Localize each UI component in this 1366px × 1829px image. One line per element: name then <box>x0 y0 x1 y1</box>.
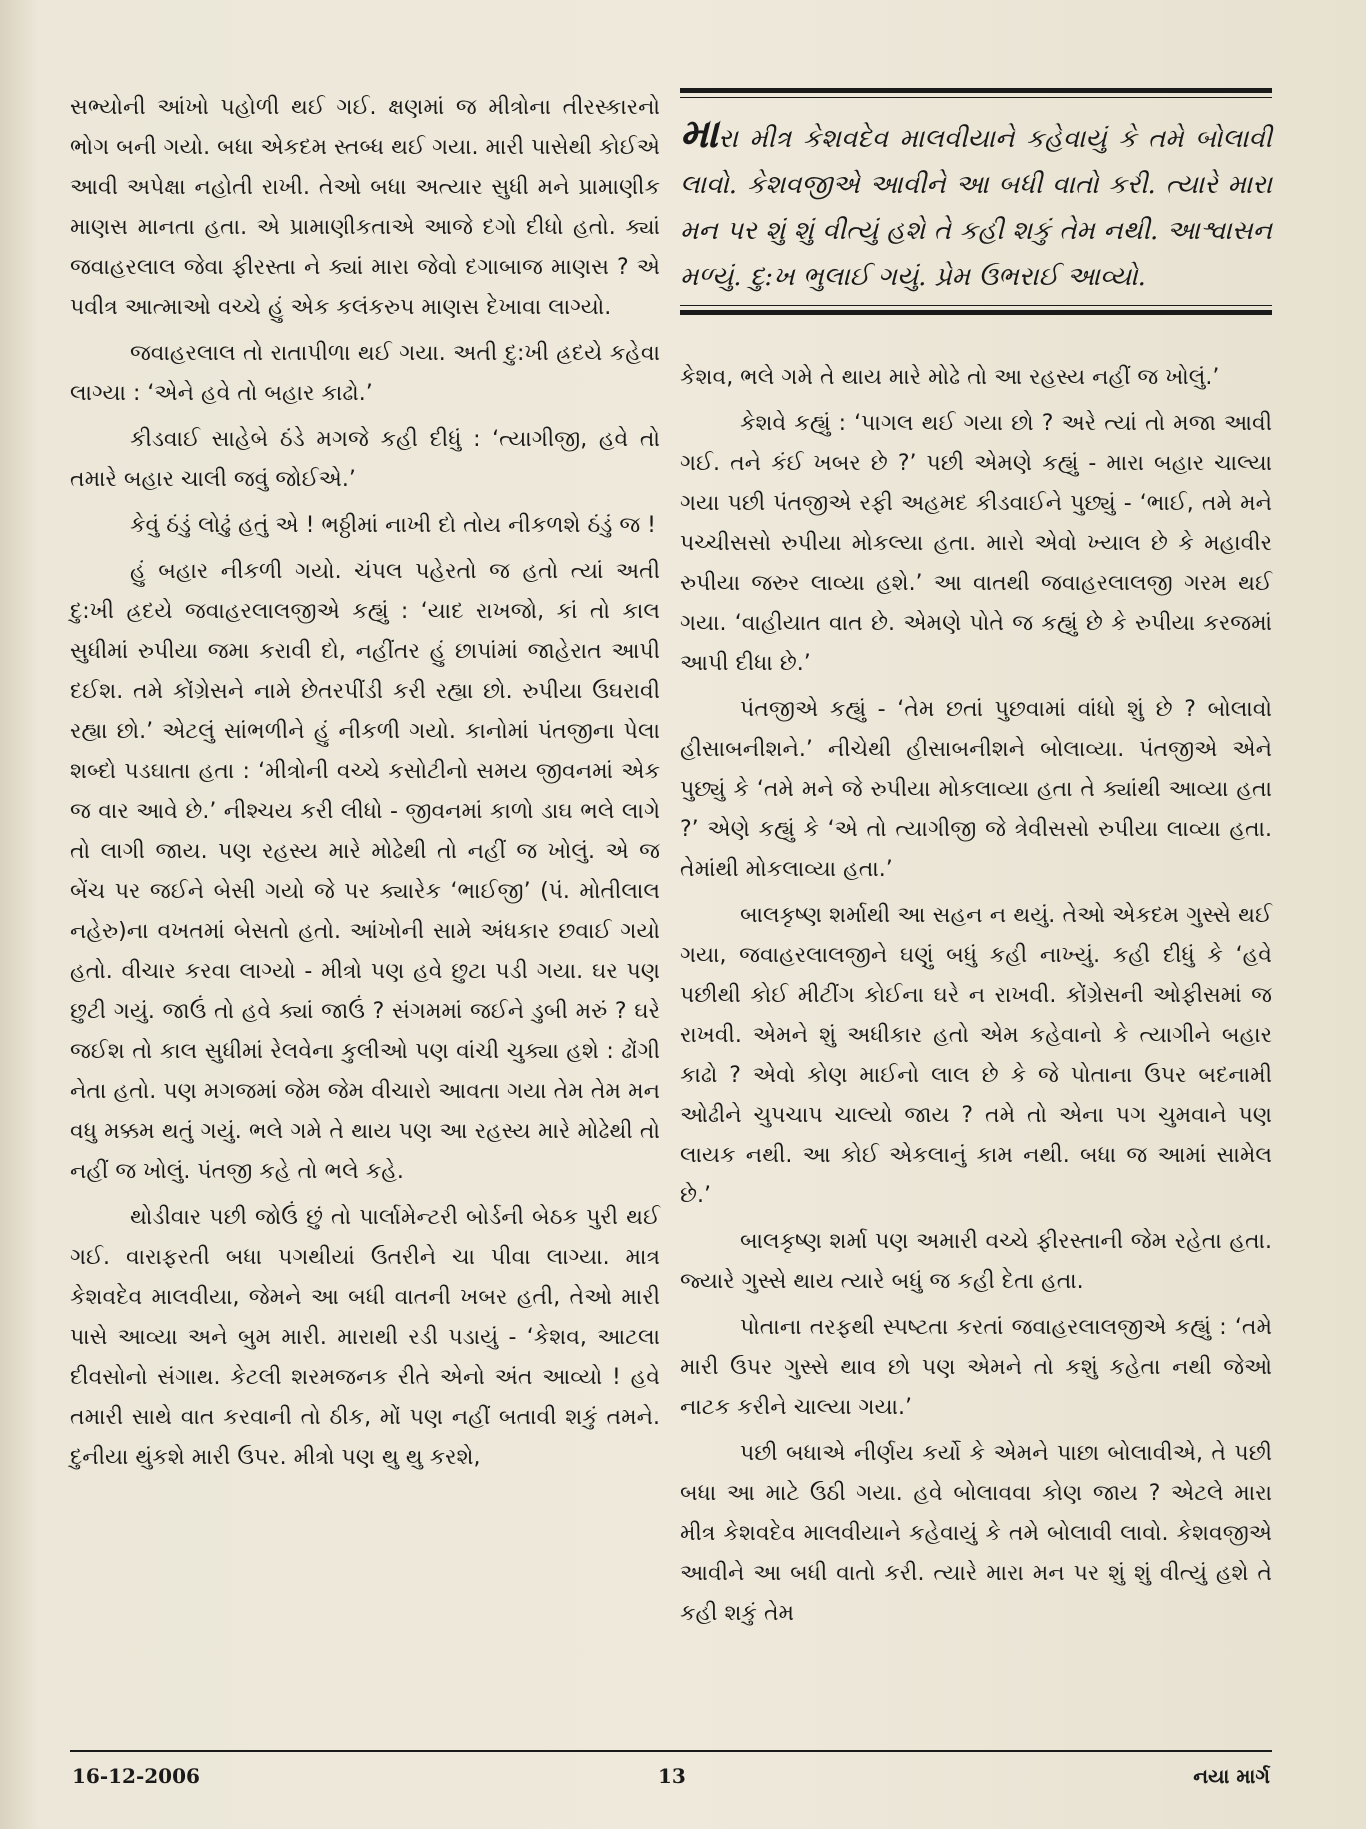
paragraph: કેશવ, ભલે ગમે તે થાય મારે મોઢે તો આ રહસ્ય નહીં જ ખોલું.’ <box>680 365 1220 390</box>
paragraph: કેશવે કહ્યું : ‘પાગલ થઈ ગયા છો ? અરે ત્યાં તો મજા આવી ગઈ. તને કંઈ ખબર છે ?’ પછી એમણે કહ્યું - મારા બહાર ચાલ્યા ગયા પછી પંતજીએ રફી અહમદ કીડવાઈને પુછ્યું - ‘ભાઈ, તમે મને પચ્ચીસસો રુપીયા મોકલ્યા હતા. મારો એવો ખ્યાલ છે કે મહાવીર રુપીયા જરુર લાવ્યા હશે.’ આ વાતથી જવાહરલાલજી ગરમ થઈ ગયા. ‘વાહીયાત વાત છે. એમણે પોતે જ કહ્યું છે કે રુપીયા કરજમાં આપી દીધા છે.’ <box>680 411 1272 676</box>
paragraph: પોતાના તરફથી સ્પષ્ટતા કરતાં જવાહરલાલજીએ કહ્યું : ‘તમે મારી ઉપર ગુસ્સે થાવ છો પણ એમને તો કશું કહેતા નથી જેઓ નાટક કરીને ચાલ્યા ગયા.’ <box>680 1315 1272 1420</box>
paragraph: હું બહાર નીકળી ગયો. ચંપલ પહેરતો જ હતો ત્યાં અતી દુ:ખી હ્રદયે જવાહરલાલજીએ કહ્યું : ‘યાદ રાખજો, કાં તો કાલ સુધીમાં રુપીયા જમા કરાવી દો, નહીંતર હું છાપાંમાં જાહેરાત આપી દઈશ. તમે કોંગ્રેસને નામે છેતરપીંડી કરી રહ્યા છો. રુપીયા ઉઘરાવી રહ્યા છો.’ એટલું સાંભળીને હું નીકળી ગયો. કાનોમાં પંતજીના પેલા શબ્દો પડઘાતા હતા : ‘મીત્રોની વચ્ચે કસોટીનો સમય જીવનમાં એક જ વાર આવે છે.’ નીશ્ચય કરી લીધો - જીવનમાં કાળો ડાઘ ભલે લાગે તો લાગી જાય. પણ રહસ્ય મારે મોઢેથી તો નહીં જ ખોલું. એ જ બેંચ પર જઈને બેસી ગયો જે પર ક્યારેક ‘ભાઈજી’ (પં. મોતીલાલ નહેરુ)ના વખતમાં બેસતો હતો. આંખોની સામે અંધકાર છવાઈ ગયો હતો. વીચાર કરવા લાગ્યો - મીત્રો પણ હવે છુટા પડી ગયા. ઘર પણ છુટી ગયું. જાઉં તો હવે ક્યાં જાઉં ? સંગમમાં જઈને ડુબી મરું ? ઘરે જઈશ તો કાલ સુધીમાં રેલવેના કુલીઓ પણ વાંચી ચુક્યા હશે : ઢોંગી નેતા હતો. પણ મગજમાં જેમ જેમ વીચારો આવતા ગયા તેમ તેમ મન વધુ મક્કમ થતું ગયું. ભલે ગમે તે થાય પણ આ રહસ્ય મારે મોઢેથી તો નહીં જ ખોલું. પંતજી કહે તો ભલે કહે. <box>70 559 660 1184</box>
paragraph: પંતજીએ કહ્યું - ‘તેમ છતાં પુછવામાં વાંધો શું છે ? બોલાવો હીસાબનીશને.’ નીચેથી હીસાબનીશને બોલાવ્યા. પંતજીએ એને પુછ્યું કે ‘તમે મને જે રુપીયા મોકલાવ્યા હતા તે ક્યાંથી આવ્યા હતા ?’ એણે કહ્યું કે ‘એ તો ત્યાગીજી જે ત્રેવીસસો રુપીયા લાવ્યા હતા. તેમાંથી મોકલાવ્યા હતા.’ <box>680 697 1272 882</box>
pull-quote-text <box>680 111 1272 300</box>
paragraph: કીડવાઈ સાહેબે ઠંડે મગજે કહી દીધું : ‘ત્યાગીજી, હવે તો તમારે બહાર ચાલી જવું જોઈએ.’ <box>70 427 660 492</box>
page-number: 13 <box>658 1764 686 1788</box>
right-column <box>680 358 1272 1640</box>
pull-quote-drop: મા <box>680 110 719 157</box>
magazine-name: નયા માર્ગ <box>1193 1764 1270 1788</box>
paragraph: જવાહરલાલ તો રાતાપીળા થઈ ગયા. અતી દુ:ખી હ્રદયે કહેવા લાગ્યા : ‘એને હવે તો બહાર કાઢો.’ <box>70 341 660 406</box>
footer-date: 16-12-2006 <box>72 1764 200 1788</box>
left-column <box>70 88 660 1484</box>
paragraph: પછી બધાએ નીર્ણય કર્યો કે એમને પાછા બોલાવીએ, તે પછી બધા આ માટે ઉઠી ગયા. હવે બોલાવવા કોણ જાય ? એટલે મારા મીત્ર કેશવદેવ માલવીયાને કહેવાયું કે તમે બોલાવી લાવો. કેશવજીએ આવીને આ બધી વાતો કરી. ત્યારે મારા મન પર શું શું વીત્યું હશે તે કહી શકું તેમ <box>680 1441 1272 1626</box>
paragraph: બાલકૃષ્ણ શર્મા પણ અમારી વચ્ચે ફીરસ્તાની જેમ રહેતા હતા. જ્યારે ગુસ્સે થાય ત્યારે બધું જ કહી દેતા હતા. <box>680 1229 1272 1294</box>
paragraph: સભ્યોની આંખો પહોળી થઈ ગઈ. ક્ષણમાં જ મીત્રોના તીરસ્કારનો ભોગ બની ગયો. બધા એકદમ સ્તબ્ધ થઈ ગયા. મારી પાસેથી કોઈએ આવી અપેક્ષા નહોતી રાખી. તેઓ બધા અત્યાર સુધી મને પ્રામાણીક માણસ માનતા હતા. એ પ્રામાણીકતાએ આજે દગો દીધો હતો. ક્યાં જવાહરલાલ જેવા ફીરસ્તા ને ક્યાં મારા જેવો દગાબાજ માણસ ? એ પવીત્ર આત્માઓ વચ્ચે હું એક કલંકરુપ માણસ દેખાવા લાગ્યો. <box>70 95 660 320</box>
paragraph: બાલકૃષ્ણ શર્માથી આ સહન ન થયું. તેઓ એકદમ ગુસ્સે થઈ ગયા, જવાહરલાલજીને ઘણું બધું કહી નાખ્યું. કહી દીધું કે ‘હવે પછીથી કોઈ મીટીંગ કોઈના ઘરે ન રાખવી. કોંગ્રેસની ઓફીસમાં જ રાખવી. એમને શું અધીકાર હતો એમ કહેવાનો કે ત્યાગીને બહાર કાઢો ? એવો કોણ માઈનો લાલ છે કે જે પોતાના ઉપર બદનામી ઓઢીને ચુપચાપ ચાલ્યો જાય ? તમે તો એના પગ ચુમવાને પણ લાયક નથી. આ કોઈ એકલાનું કામ નથી. બધા જ આમાં સામેલ છે.’ <box>680 903 1272 1208</box>
pull-quote-body: રા મીત્ર કેશવદેવ માલવીયાને કહેવાયું કે તમે બોલાવી લાવો. કેશવજીએ આવીને આ બધી વાતો કરી. ત્યારે મારા મન પર શું શું વીત્યું હશે તે કહી શકું તેમ નથી. આશ્વાસન મળ્યું. દુ:ખ ભુલાઈ ગયું. પ્રેમ ઉભરાઈ આવ્યો. <box>680 124 1272 292</box>
paragraph: થોડીવાર પછી જોઉં છું તો પાર્લામેન્ટરી બોર્ડની બેઠક પુરી થઈ ગઈ. વારાફરતી બધા પગથીયાં ઉતરીને ચા પીવા લાગ્યા. માત્ર કેશવદેવ માલવીયા, જેમને આ બધી વાતની ખબર હતી, તેઓ મારી પાસે આવ્યા અને બુમ મારી. મારાથી રડી પડાયું - ‘કેશવ, આટલા દીવસોનો સંગાથ. કેટલી શરમજનક રીતે એનો અંત આવ્યો ! હવે તમારી સાથે વાત કરવાની તો ઠીક, મોં પણ નહીં બતાવી શકું તમને. દુનીયા થુંકશે મારી ઉપર. મીત્રો પણ થુ થુ કરશે, <box>70 1205 660 1470</box>
footer-rule <box>70 1750 1272 1752</box>
pull-quote <box>680 88 1272 315</box>
paragraph: કેવું ઠંડું લોઢું હતું એ ! ભઠ્ઠીમાં નાખી દો તોય નીકળશે ઠંડું જ ! <box>130 513 657 538</box>
